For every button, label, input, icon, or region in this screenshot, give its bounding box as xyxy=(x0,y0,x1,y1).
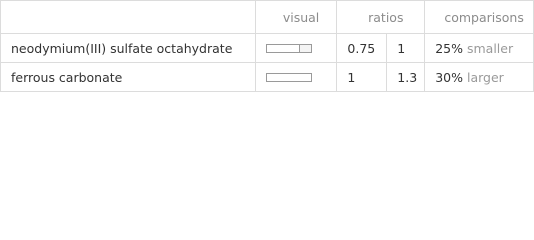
ratio-value-b: 1.3 xyxy=(387,63,425,92)
visual-cell xyxy=(255,34,337,63)
ratio-value-a: 0.75 xyxy=(337,34,387,63)
header-empty-cell xyxy=(1,1,256,34)
comparison-percent: 25% xyxy=(435,40,463,56)
comparison-cell xyxy=(425,63,534,92)
ratio-bar-fill xyxy=(267,74,311,81)
comparison-cell xyxy=(425,34,534,63)
ratio-value-a: 1 xyxy=(337,63,387,92)
header-ratios: ratios xyxy=(337,1,425,34)
visual-cell xyxy=(255,63,337,92)
header-comparisons: comparisons xyxy=(425,1,534,34)
comparison-percent: 30% xyxy=(435,69,463,85)
comparison-panel xyxy=(0,0,534,95)
compound-name: neodymium(III) sulfate octahydrate xyxy=(1,34,256,63)
table-row xyxy=(1,63,534,92)
ratio-bar xyxy=(266,44,312,53)
comparison-table xyxy=(0,0,534,92)
header-row xyxy=(1,1,534,34)
header-visual: visual xyxy=(255,1,337,34)
ratio-value-b: 1 xyxy=(387,34,425,63)
compound-name: ferrous carbonate xyxy=(1,63,256,92)
ratio-bar xyxy=(266,73,312,82)
table-row xyxy=(1,34,534,63)
comparison-word: smaller xyxy=(466,40,514,56)
comparison-word: larger xyxy=(466,69,504,85)
ratio-bar-fill xyxy=(267,45,300,52)
